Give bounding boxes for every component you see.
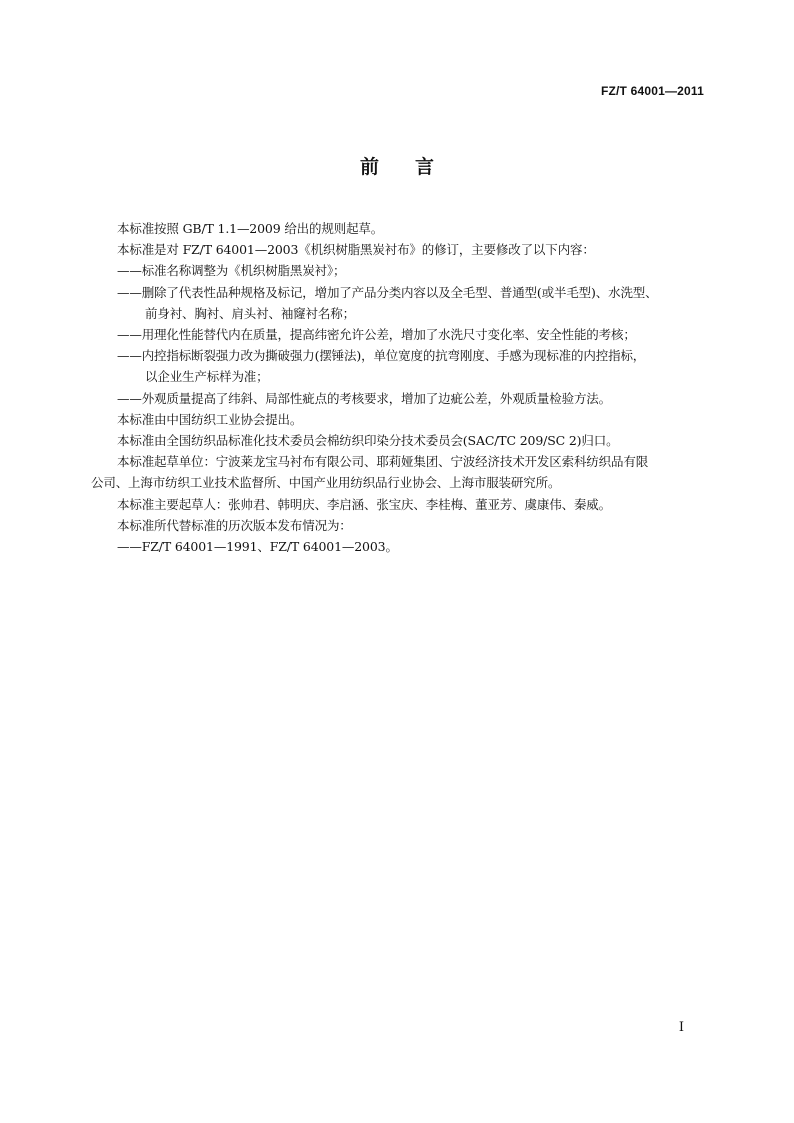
paragraph-drafting-units: 本标准起草单位：宁波莱龙宝马衬布有限公司、耶莉娅集团、宁波经济技术开发区索科纺织品有限 [117, 454, 649, 470]
list-item-internal-control-cont: 以企业生产标样为准； [145, 369, 269, 385]
foreword-body [91, 218, 707, 557]
paragraph-drafting-units-cont: 公司、上海市纺织工业技术监督所、中国产业用纺织品行业协会、上海市服装研究所。 [91, 475, 561, 491]
list-item-classification-cont: 前身衬、胸衬、肩头衬、袖窿衬名称； [145, 305, 355, 321]
list-item-classification: ——删除了代表性品种规格及标记，增加了产品分类内容以及全毛型、普通型(或半毛型)、水洗型、 [117, 284, 658, 300]
list-item-name-change: ——标准名称调整为《机织树脂黑炭衬》； [117, 263, 346, 279]
list-item-appearance-quality: ——外观质量提高了纬斜、局部性疵点的考核要求，增加了边疵公差，外观质量检验方法。 [117, 390, 612, 406]
document-code: FZ/T 64001—2011 [600, 84, 704, 98]
page-number: I [678, 1020, 684, 1035]
paragraph-drafting-rules: 本标准按照 GB/T 1.1—2009 给出的规则起草。 [117, 221, 384, 236]
paragraph-drafters: 本标准主要起草人：张帅君、韩明庆、李启涵、张宝庆、李桂梅、董亚芳、虞康伟、秦威。 [117, 496, 612, 512]
paragraph-jurisdiction: 本标准由全国纺织品标准化技术委员会棉纺织印染分技术委员会(SAC/TC 209/SC 2)归口。 [117, 433, 619, 449]
paragraph-revision-intro: 本标准是对 FZ/T 64001—2003《机织树脂黑炭衬布》的修订，主要修改了以下内容： [117, 242, 595, 258]
paragraph-proposer: 本标准由中国纺织工业协会提出。 [117, 411, 303, 427]
list-item-physical-properties: ——用理化性能替代内在质量，提高纬密允许公差，增加了水洗尺寸变化率、安全性能的考核； [117, 327, 636, 343]
paragraph-previous-editions: 本标准所代替标准的历次版本发布情况为： [117, 517, 352, 533]
page-title: 前言 [359, 156, 470, 178]
list-item-previous-editions: ——FZ/T 64001—1991、FZ/T 64001—2003。 [117, 539, 398, 555]
list-item-internal-control: ——内控指标断裂强力改为撕破强力(摆锤法)，单位宽度的抗弯刚度、手感为现标准的内控指标， [117, 348, 646, 364]
